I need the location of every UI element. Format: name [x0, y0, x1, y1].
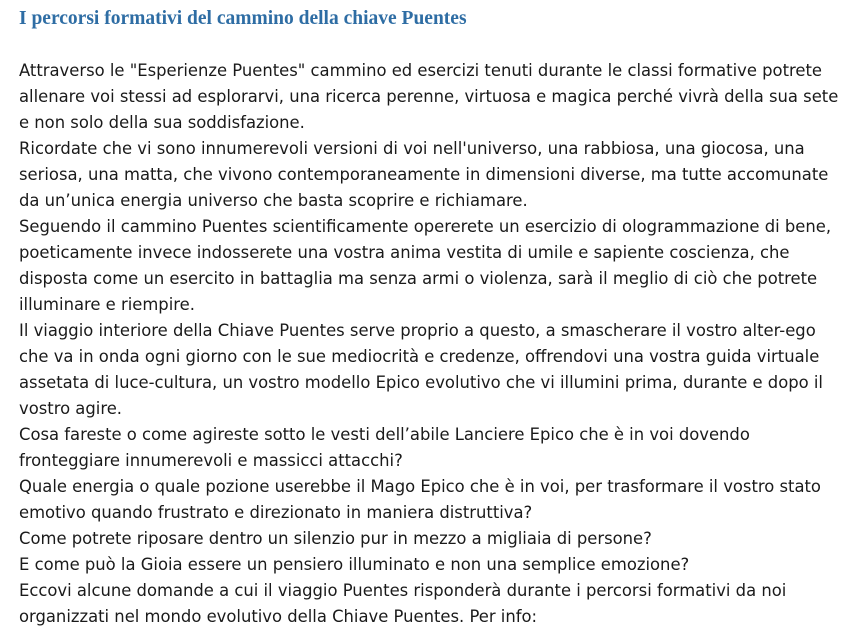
paragraph-line: Come potrete riposare dentro un silenzio pur in mezzo a migliaia di persone? — [19, 529, 652, 548]
paragraph-line: allenare voi stessi ad esplorarvi, una ricerca perenne, virtuosa e magica perché vivrà della sua sete — [19, 87, 839, 106]
paragraph — [19, 214, 854, 318]
paragraph-line: Attraverso le "Esperienze Puentes" cammino ed esercizi tenuti durante le classi formative potrete — [19, 61, 822, 80]
paragraph-line: fronteggiare innumerevoli e massicci attacchi? — [19, 451, 403, 470]
paragraph — [19, 474, 854, 526]
paragraph-line: Ricordate che vi sono innumerevoli versioni di voi nell'universo, una rabbiosa, una giocosa, una — [19, 139, 805, 158]
document-page — [19, 6, 854, 630]
paragraph-line: e non solo della sua soddisfazione. — [19, 113, 305, 132]
paragraph-line: assetata di luce-cultura, un vostro modello Epico evolutivo che vi illumini prima, durante e dopo il — [19, 373, 823, 392]
document-title: I percorsi formativi del cammino della chiave Puentes — [19, 8, 467, 29]
paragraph — [19, 58, 854, 136]
paragraph — [19, 318, 854, 422]
paragraph — [19, 578, 854, 630]
paragraph-line: Seguendo il cammino Puentes scientificamente opererete un esercizio di ologrammazione di bene, — [19, 217, 832, 236]
paragraph-line: organizzati nel mondo evolutivo della Chiave Puentes. Per info: — [19, 607, 538, 626]
paragraph-line: disposta come un esercito in battaglia ma senza armi o violenza, sarà il meglio di ciò che potrete — [19, 269, 818, 288]
paragraph — [19, 526, 854, 552]
paragraph-line: Il viaggio interiore della Chiave Puentes serve proprio a questo, a smascherare il vostro alter-ego — [19, 321, 816, 340]
paragraph-line: poeticamente invece indosserete una vostra anima vestita di umile e sapiente coscienza, che — [19, 243, 790, 262]
paragraph — [19, 552, 854, 578]
paragraph — [19, 422, 854, 474]
paragraph-line: seriosa, una matta, che vivono contemporaneamente in dimensioni diverse, ma tutte accomunate — [19, 165, 829, 184]
paragraph-line: E come può la Gioia essere un pensiero illuminato e non una semplice emozione? — [19, 555, 690, 574]
paragraph-line: emotivo quando frustrato e direzionato in maniera distruttiva? — [19, 503, 533, 522]
document-body — [19, 58, 854, 630]
paragraph — [19, 136, 854, 214]
paragraph-line: Cosa fareste o come agireste sotto le vesti dell’abile Lanciere Epico che è in voi dovendo — [19, 425, 750, 444]
paragraph-line: Eccovi alcune domande a cui il viaggio Puentes risponderà durante i percorsi formativi da noi — [19, 581, 787, 600]
paragraph-line: Quale energia o quale pozione userebbe il Mago Epico che è in voi, per trasformare il vostro stato — [19, 477, 821, 496]
paragraph-line: vostro agire. — [19, 399, 122, 418]
paragraph-line: che va in onda ogni giorno con le sue mediocrità e credenze, offrendovi una vostra guida virtuale — [19, 347, 820, 366]
paragraph-line: illuminare e riempire. — [19, 295, 195, 314]
paragraph-line: da un’unica energia universo che basta scoprire e richiamare. — [19, 191, 528, 210]
